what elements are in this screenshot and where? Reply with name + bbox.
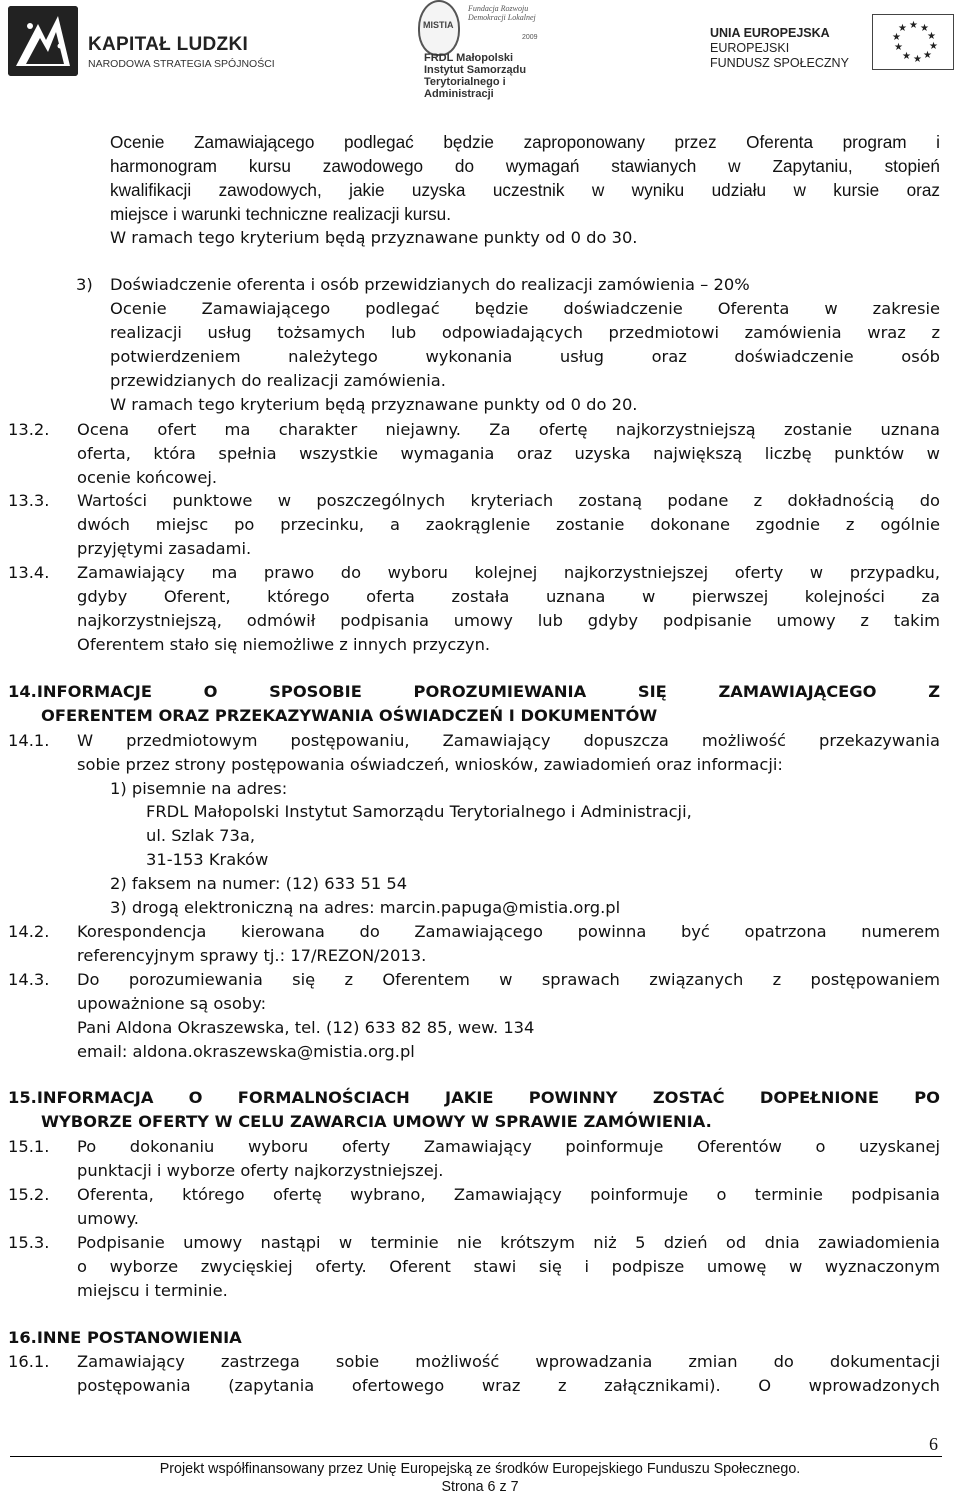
section-heading: 16.INNE POSTANOWIENIA xyxy=(8,1328,242,1347)
section-line: W przedmiotowym postępowaniu, Zamawiający dopuszcza możliwość przekazywania xyxy=(77,731,940,750)
section-line: Podpisanie umowy nastąpi w terminie nie krótszym niż 5 dzień od dnia zawiadomienia xyxy=(77,1233,940,1252)
section-line: przyjętymi zasadami. xyxy=(77,539,252,558)
section-number: 15.3. xyxy=(8,1233,50,1252)
section-line: o wyborze zwycięskiej oferty. Oferent stawi się i podpisze umowę w wyznaczonym xyxy=(77,1257,940,1276)
section-line: Po dokonaniu wyboru oferty Zamawiający poinformuje Oferentów o uzyskanej xyxy=(77,1137,940,1156)
section-heading: OFERENTEM ORAZ PRZEKAZYWANIA OŚWIADCZEŃ I DOKUMENTÓW xyxy=(41,706,658,725)
criterion-line: przewidzianych do realizacji zamówienia. xyxy=(110,371,446,390)
svg-text:★: ★ xyxy=(902,51,911,62)
section-number: 14.3. xyxy=(8,970,50,989)
section-line: miejscu i terminie. xyxy=(77,1281,228,1300)
eu-line1: UNIA EUROPEJSKA xyxy=(710,26,830,40)
section-line: Zamawiający ma prawo do wyboru kolejnej najkorzystniejszej oferty w przypadku, xyxy=(77,563,940,582)
section-line: Wartości punktowe w poszczególnych kryteriach zostaną podane z dokładnością do xyxy=(77,491,940,510)
svg-text:★: ★ xyxy=(923,50,932,61)
footer-page-label: Strona 6 z 7 xyxy=(441,1479,519,1495)
svg-text:★: ★ xyxy=(920,23,929,34)
page-header xyxy=(0,0,960,100)
criterion-line: realizacji usług tożsamych lub odpowiadających przedmiotowi zamówienia wraz z xyxy=(110,323,940,342)
eu-line3: FUNDUSZ SPOŁECZNY xyxy=(710,56,849,70)
criterion-line: potwierdzeniem należytego wykonania usług oraz doświadczenie osób xyxy=(110,347,940,366)
criterion-points: W ramach tego kryterium będą przyznawane punkty od 0 do 20. xyxy=(110,395,638,414)
kapital-ludzki-logo xyxy=(8,6,275,76)
contact-item: 2) faksem na numer: (12) 633 51 54 xyxy=(110,874,408,893)
criterion-line: Ocenie Zamawiającego podlegać będzie doświadczenie Oferenta w zakresie xyxy=(110,299,940,318)
section-heading: 14.INFORMACJE O SPOSOBIE POROZUMIEWANIA SIĘ ZAMAWIAJĄCEGO Z xyxy=(8,682,940,701)
section-line: oferta, która spełnia wszystkie wymagania oraz uzyska największą liczbę punktów w xyxy=(77,444,940,463)
svg-text:★: ★ xyxy=(909,20,918,31)
contact-item: 3) drogą elektroniczną na adres: marcin.papuga@mistia.org.pl xyxy=(110,898,621,917)
section-line: ocenie końcowej. xyxy=(77,468,218,487)
section-line: Korespondencja kierowana do Zamawiającego powinna być opatrzona numerem xyxy=(77,922,940,941)
mistia-institute-name: FRDL Małopolski Instytut Samorządu Terytorialnego i Administracji xyxy=(424,52,527,100)
section-number: 13.4. xyxy=(8,563,50,582)
intro-line: kwalifikacji zawodowych, jakie uzyska uczestnik w wyniku udziału w kursie oraz xyxy=(110,180,940,200)
section-number: 13.2. xyxy=(8,420,50,439)
section-line: umowy. xyxy=(77,1209,139,1228)
kapital-ludzki-title: KAPITAŁ LUDZKI xyxy=(88,34,249,55)
mistia-year: 2009 xyxy=(522,34,538,41)
section-heading: WYBORZE OFERTY W CELU ZAWARCIA UMOWY W SPRAWIE ZAMÓWIENIA. xyxy=(41,1112,712,1131)
eu-line2: EUROPEJSKI xyxy=(710,41,790,55)
mistia-foundation: Fundacja Rozwoju Demokracji Lokalnej xyxy=(468,4,536,22)
section-line: upoważnione są osoby: xyxy=(77,994,267,1013)
section-line: punktacji i wyborze oferty najkorzystniejszej. xyxy=(77,1161,444,1180)
section-line: postępowania (zapytania ofertowego wraz z załącznikami). O wprowadzonych xyxy=(77,1376,940,1395)
mistia-badge-icon xyxy=(418,0,460,56)
svg-text:★: ★ xyxy=(929,41,938,52)
section-line: najkorzystniejszą, odmówił podpisania umowy lub gdyby podpisanie umowy z takim xyxy=(77,611,940,630)
contact-person: Pani Aldona Okraszewska, tel. (12) 633 82 85, wew. 134 xyxy=(77,1018,535,1037)
mistia-badge-text: MISTIA xyxy=(423,20,454,30)
section-number: 15.2. xyxy=(8,1185,50,1204)
section-number: 16.1. xyxy=(8,1352,50,1371)
section-number: 15.1. xyxy=(8,1137,50,1156)
footer-funding-note: Projekt współfinansowany przez Unię Europejską ze środków Europejskiego Funduszu Społecznego. xyxy=(159,1461,801,1477)
svg-text:★: ★ xyxy=(894,42,903,53)
eu-text xyxy=(710,26,849,71)
section-line: Do porozumiewania się z Oferentem w sprawach związanych z postępowaniem xyxy=(77,970,940,989)
section-line: sobie przez strony postępowania oświadczeń, wniosków, zawiadomień oraz informacji: xyxy=(77,755,783,774)
svg-text:★: ★ xyxy=(913,54,922,65)
kapital-ludzki-subtitle: NARODOWA STRATEGIA SPÓJNOŚCI xyxy=(88,58,275,70)
svg-text:★: ★ xyxy=(898,23,907,34)
intro-line: harmonogram kursu zawodowego do wymagań stawianych w Zapytaniu, stopień xyxy=(110,156,940,176)
mistia-logo xyxy=(418,0,548,100)
kapital-ludzki-emblem-icon xyxy=(8,6,78,76)
contact-item: 1) pisemnie na adres: xyxy=(110,779,288,798)
section-line: Zamawiający zastrzega sobie możliwość wprowadzania zmian do dokumentacji xyxy=(77,1352,940,1371)
section-line: Oferenta, którego ofertę wybrano, Zamawiający poinformuje o terminie podpisania xyxy=(77,1185,940,1204)
section-number: 14.1. xyxy=(8,731,50,750)
section-line: Oferentem stało się niemożliwe z innych przyczyn. xyxy=(77,635,491,654)
intro-line: miejsce i warunki techniczne realizacji kursu. xyxy=(110,204,452,224)
section-line: gdyby Oferent, którego oferta została uznana w pierwszej kolejności za xyxy=(77,587,940,606)
svg-text:★: ★ xyxy=(892,32,901,43)
intro-points: W ramach tego kryterium będą przyznawane punkty od 0 do 30. xyxy=(110,228,638,247)
svg-text:★: ★ xyxy=(927,31,936,42)
section-line: referencyjnym sprawy tj.: 17/REZON/2013. xyxy=(77,946,427,965)
section-number: 14.2. xyxy=(8,922,50,941)
address-line: ul. Szlak 73a, xyxy=(146,826,256,845)
criterion-number: 3) xyxy=(76,275,93,294)
intro-line: Ocenie Zamawiającego podlegać będzie zaproponowany przez Oferenta program i xyxy=(110,132,940,152)
eu-flag-icon xyxy=(872,14,954,70)
page-number: 6 xyxy=(929,1434,938,1454)
address-line: FRDL Małopolski Instytut Samorządu Terytorialnego i Administracji, xyxy=(146,802,692,821)
section-number: 13.3. xyxy=(8,491,50,510)
contact-email: email: aldona.okraszewska@mistia.org.pl xyxy=(77,1042,415,1061)
criterion-title: Doświadczenie oferenta i osób przewidzianych do realizacji zamówienia – 20% xyxy=(110,275,750,294)
footer-divider xyxy=(10,1456,942,1457)
eu-logo xyxy=(710,14,955,74)
section-line: dwóch miejsc po przecinku, a zaokrąglenie zostanie dokonane zgodnie z ogólnie xyxy=(77,515,940,534)
section-line: Ocena ofert ma charakter niejawny. Za ofertę najkorzystniejszą zostanie uznana xyxy=(77,420,940,439)
section-heading: 15.INFORMACJA O FORMALNOŚCIACH JAKIE POWINNY ZOSTAĆ DOPEŁNIONE PO xyxy=(8,1088,940,1107)
address-line: 31-153 Kraków xyxy=(146,850,269,869)
